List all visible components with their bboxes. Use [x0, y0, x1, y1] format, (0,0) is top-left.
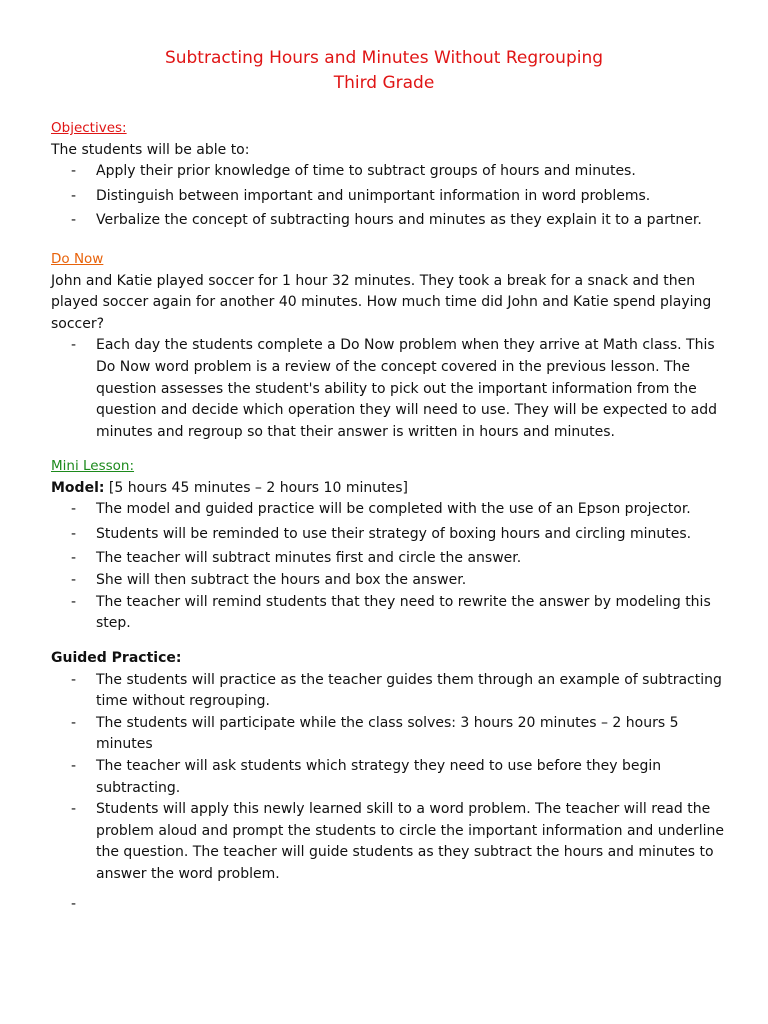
- list-item: - The teacher will ask students which strategy they need to use before they begin subtracting.: [51, 756, 731, 799]
- model-problem: [5 hours 45 minutes – 2 hours 10 minutes]: [104, 479, 408, 496]
- guided-practice-list: [51, 670, 731, 915]
- list-item: - Students will be reminded to use their strategy of boxing hours and circling minutes.: [51, 524, 731, 546]
- list-item: - Distinguish between important and unimportant information in word problems.: [51, 186, 731, 208]
- list-item: - The model and guided practice will be completed with the use of an Epson projector.: [51, 499, 731, 521]
- list-item: - Each day the students complete a Do Now problem when they arrive at Math class. This Do Now word problem is a review of the concept covered in the previous lesson. The question assesses the student's ability to pick out the important information from the question and decide which operation they will need to use. They will be expected to add minutes and regroup so that their answer is written in hours and minutes.: [51, 335, 731, 443]
- list-item: - The teacher will subtract minutes first and circle the answer.: [51, 548, 731, 570]
- list-item: - Students will apply this newly learned skill to a word problem. The teacher will read the problem aloud and prompt the students to circle the important information and underline the question. The teacher will guide students as they subtract the hours and minutes to answer the word problem.: [51, 799, 731, 885]
- document-title: Subtracting Hours and Minutes Without Regrouping: [164, 48, 604, 68]
- objectives-list: [51, 161, 731, 232]
- model-label: Model:: [51, 479, 105, 496]
- do-now-list: [51, 335, 731, 443]
- guided-practice-heading: Guided Practice:: [51, 650, 182, 666]
- do-now-problem: John and Katie played soccer for 1 hour 32 minutes. They took a break for a snack and then played soccer again for another 40 minutes. How much time did John and Katie spend playing soccer?: [51, 272, 712, 332]
- objectives-heading: Objectives:: [51, 120, 127, 136]
- list-item: - Apply their prior knowledge of time to subtract groups of hours and minutes.: [51, 161, 731, 183]
- objectives-section: [51, 118, 731, 232]
- list-item: - Verbalize the concept of subtracting hours and minutes as they explain it to a partner.: [51, 210, 731, 232]
- do-now-heading: Do Now: [51, 251, 104, 267]
- mini-lesson-section: [51, 456, 731, 635]
- list-item: - The students will practice as the teacher guides them through an example of subtracting time without regrouping.: [51, 670, 731, 713]
- list-item: - The teacher will remind students that they need to rewrite the answer by modeling this step.: [51, 592, 731, 635]
- objectives-intro: The students will be able to:: [51, 141, 250, 158]
- guided-practice-section: [51, 648, 731, 915]
- do-now-section: [51, 249, 731, 443]
- list-item: - The students will participate while the class solves: 3 hours 20 minutes – 2 hours 5 minutes: [51, 713, 731, 756]
- model-line: [51, 478, 731, 500]
- document-subtitle: Third Grade: [333, 73, 435, 93]
- mini-lesson-list: [51, 499, 731, 635]
- list-item: - She will then subtract the hours and box the answer.: [51, 570, 731, 592]
- empty-list-item: [51, 894, 731, 915]
- mini-lesson-heading: Mini Lesson:: [51, 458, 135, 474]
